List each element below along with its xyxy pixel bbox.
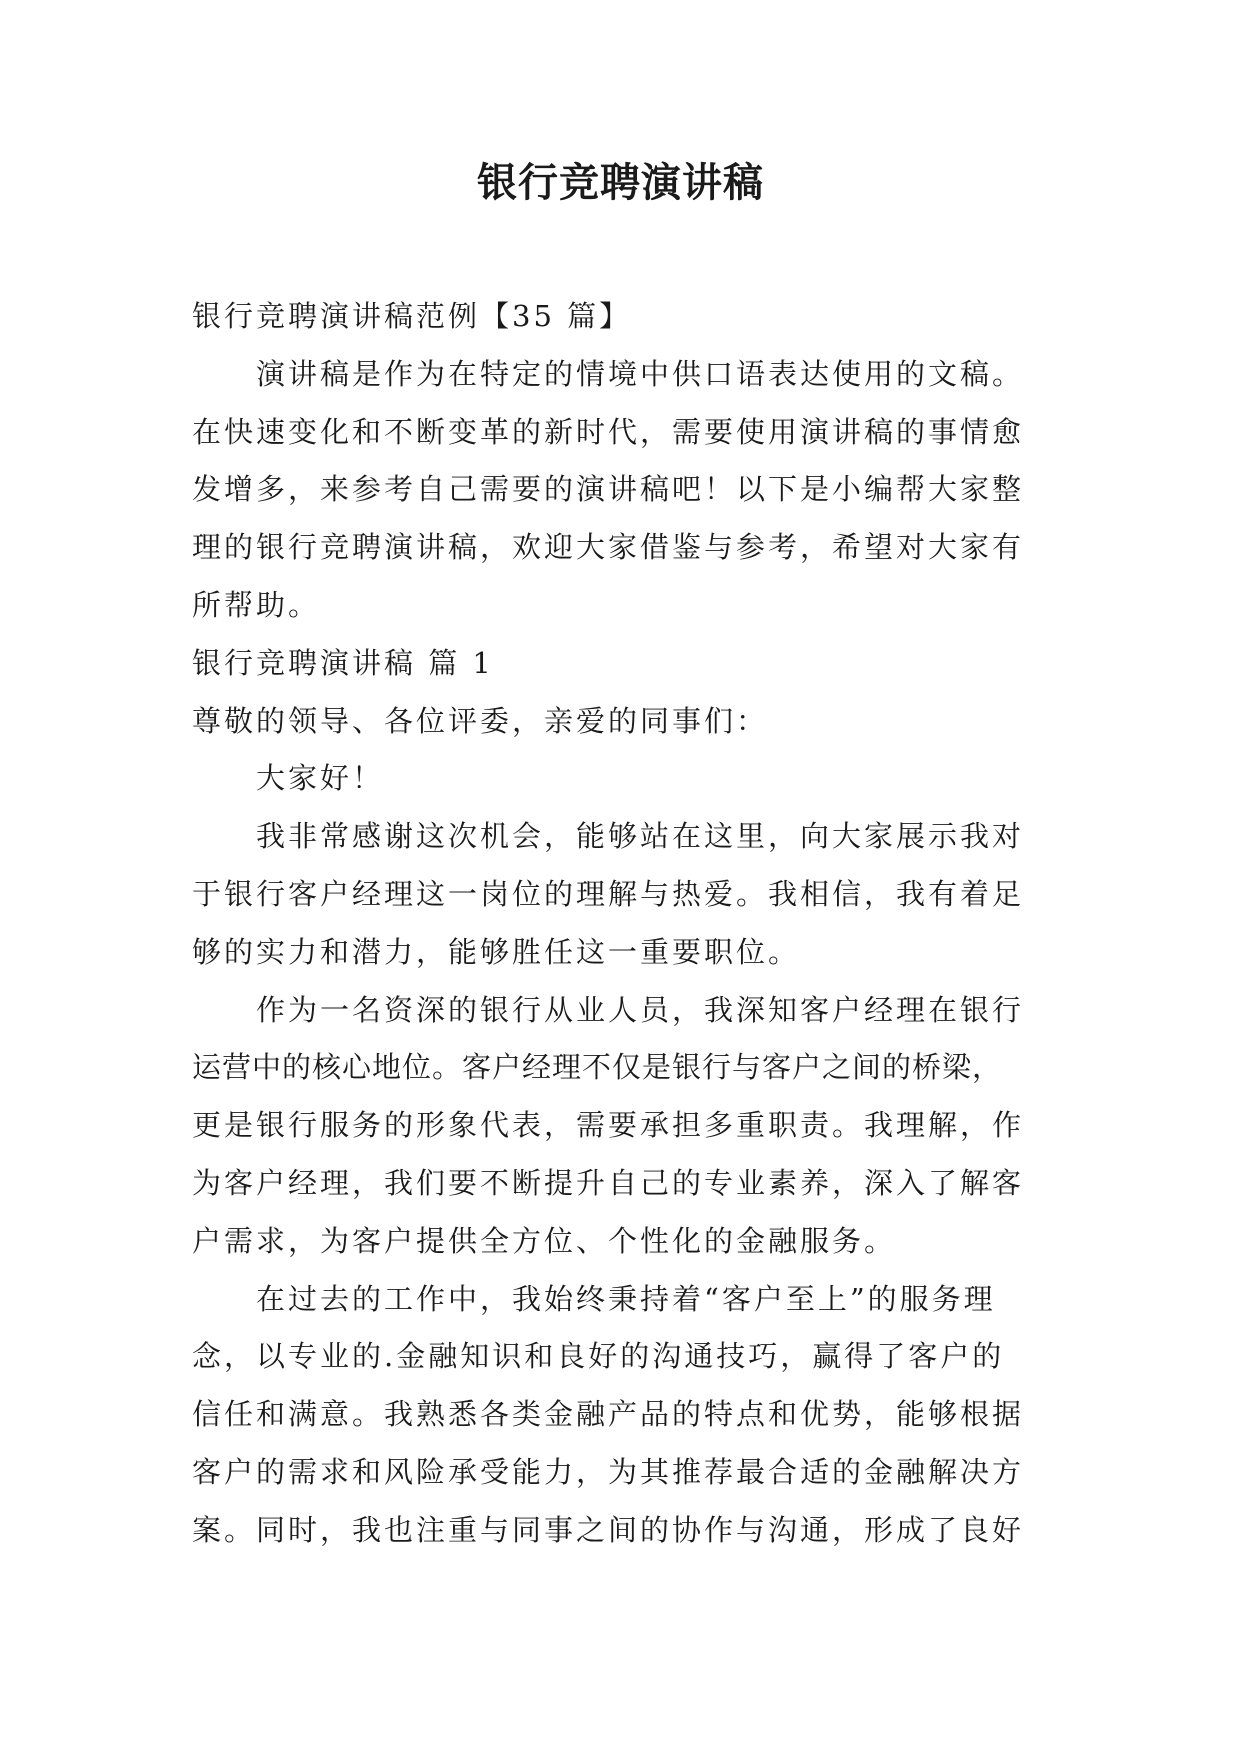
intro-paragraph-line: 所帮助。: [192, 587, 321, 622]
subtitle-line: 银行竞聘演讲稿范例【35 篇】: [192, 299, 632, 333]
paragraph-line: 够的实力和潜力，能够胜任这一重要职位。: [192, 934, 801, 969]
intro-paragraph-line: 发增多，来参考自己需要的演讲稿吧！以下是小编帮大家整: [192, 472, 1025, 507]
document-body: [192, 288, 1052, 1560]
paragraph-line: 户需求，为客户提供全方位、个性化的金融服务。: [192, 1223, 897, 1258]
salutation-line: 尊敬的领导、各位评委，亲爱的同事们：: [192, 703, 769, 738]
paragraph-line: 案。同时，我也注重与同事之间的协作与沟通，形成了良好: [192, 1512, 1025, 1547]
greeting-line: 大家好！: [256, 761, 385, 796]
paragraph-line: 作为一名资深的银行从业人员，我深知客户经理在银行: [256, 992, 1025, 1027]
paragraph-line: 为客户经理，我们要不断提升自己的专业素养，深入了解客: [192, 1165, 1025, 1200]
paragraph-line: 在过去的工作中，我始终秉持着“客户至上”的服务理: [256, 1281, 996, 1316]
paragraph-line: 运营中的核心地位。客户经理不仅是银行与客户之间的桥梁，: [192, 1050, 1003, 1085]
paragraph-line: 于银行客户经理这一岗位的理解与热爱。我相信，我有着足: [192, 876, 1025, 911]
intro-paragraph-line: 理的银行竞聘演讲稿，欢迎大家借鉴与参考，希望对大家有: [192, 530, 1025, 565]
paragraph-line: 客户的需求和风险承受能力，为其推荐最合适的金融解决方: [192, 1454, 1025, 1489]
paragraph-line: 我非常感谢这次机会，能够站在这里，向大家展示我对: [256, 819, 1025, 854]
document-title: 银行竞聘演讲稿: [477, 160, 764, 206]
intro-paragraph-line: 演讲稿是作为在特定的情境中供口语表达使用的文稿。: [256, 356, 1025, 391]
paragraph-line: 念，以专业的.金融知识和良好的沟通技巧，赢得了客户的: [192, 1339, 1005, 1374]
section-heading: 银行竞聘演讲稿 篇 1: [192, 645, 494, 680]
paragraph-line: 信任和满意。我熟悉各类金融产品的特点和优势，能够根据: [192, 1397, 1025, 1432]
intro-paragraph-line: 在快速变化和不断变革的新时代，需要使用演讲稿的事情愈: [192, 414, 1025, 449]
paragraph-line: 更是银行服务的形象代表，需要承担多重职责。我理解，作: [192, 1108, 1025, 1143]
